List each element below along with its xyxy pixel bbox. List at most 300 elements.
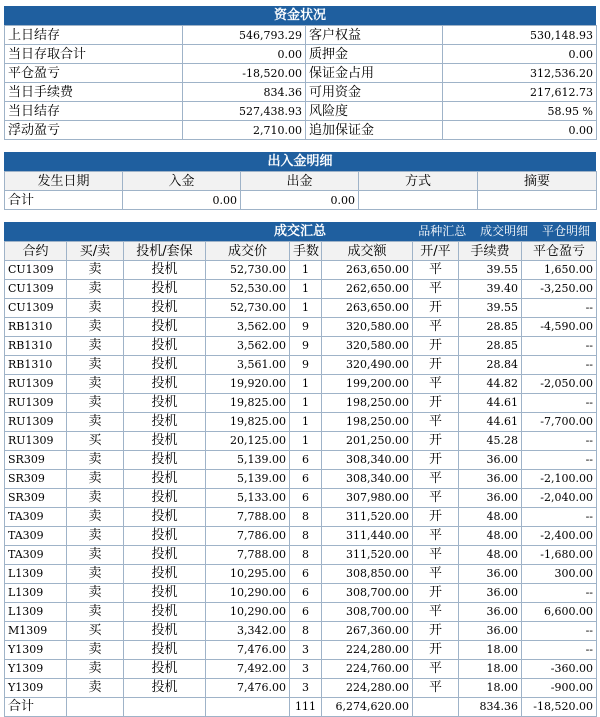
trade-contract: RU1309: [5, 432, 67, 451]
trades-header-cell: 成交额: [322, 242, 413, 261]
funds-label: 当日手续费: [5, 83, 183, 102]
trade-fee: 44.61: [459, 413, 522, 432]
trade-pnl: --: [522, 299, 597, 318]
trade-lots: 6: [290, 470, 322, 489]
trade-price: 19,920.00: [206, 375, 290, 394]
trades-total-fee: 834.36: [459, 698, 522, 717]
table-row: [5, 299, 597, 318]
funds-row: [5, 102, 597, 121]
trade-price: 10,295.00: [206, 565, 290, 584]
funds-value: -18,520.00: [183, 64, 306, 83]
table-row: [5, 489, 597, 508]
trade-contract: Y1309: [5, 660, 67, 679]
trade-type: 投机: [124, 280, 206, 299]
table-row: [5, 565, 597, 584]
trade-lots: 3: [290, 660, 322, 679]
trade-fee: 28.85: [459, 337, 522, 356]
deposits-total-in: 0.00: [123, 191, 241, 210]
funds-row: [5, 45, 597, 64]
trade-contract: TA309: [5, 527, 67, 546]
trade-type: 投机: [124, 451, 206, 470]
funds-value: 834.36: [183, 83, 306, 102]
deposits-header-method: 方式: [359, 172, 478, 191]
trade-type: 投机: [124, 508, 206, 527]
trades-header-cell: 成交价: [206, 242, 290, 261]
deposits-title: 出入金明细: [4, 152, 596, 171]
trade-contract: CU1309: [5, 280, 67, 299]
trade-open-close: 开: [413, 641, 459, 660]
trade-pnl: --: [522, 622, 597, 641]
trade-fee: 36.00: [459, 489, 522, 508]
trade-open-close: 平: [413, 318, 459, 337]
deposits-total-row: [5, 191, 597, 210]
funds-label: 风险度: [306, 102, 443, 121]
table-row: [5, 280, 597, 299]
trade-fee: 18.00: [459, 641, 522, 660]
trade-open-close: 平: [413, 375, 459, 394]
trade-pnl: --: [522, 641, 597, 660]
trade-open-close: 平: [413, 546, 459, 565]
table-row: [5, 451, 597, 470]
trade-lots: 9: [290, 337, 322, 356]
link-product-summary[interactable]: 品种汇总: [418, 224, 467, 238]
trade-contract: RU1309: [5, 394, 67, 413]
trade-price: 3,562.00: [206, 337, 290, 356]
deposits-table: [4, 171, 597, 210]
trade-side: 卖: [67, 299, 124, 318]
table-row: [5, 660, 597, 679]
funds-value: 530,148.93: [443, 26, 597, 45]
funds-label: 保证金占用: [306, 64, 443, 83]
trade-fee: 44.82: [459, 375, 522, 394]
trade-lots: 3: [290, 679, 322, 698]
trade-open-close: 开: [413, 356, 459, 375]
trade-fee: 36.00: [459, 451, 522, 470]
trade-contract: RB1310: [5, 337, 67, 356]
trade-amount: 308,340.00: [322, 451, 413, 470]
deposits-total-label: 合计: [5, 191, 123, 210]
trade-fee: 45.28: [459, 432, 522, 451]
trade-pnl: --: [522, 451, 597, 470]
trade-open-close: 平: [413, 603, 459, 622]
table-row: [5, 375, 597, 394]
trade-fee: 36.00: [459, 622, 522, 641]
trade-amount: 201,250.00: [322, 432, 413, 451]
funds-value: 58.95 %: [443, 102, 597, 121]
trade-fee: 18.00: [459, 660, 522, 679]
trade-side: 卖: [67, 641, 124, 660]
trades-total-empty-3: [206, 698, 290, 717]
trade-contract: L1309: [5, 565, 67, 584]
trade-lots: 1: [290, 375, 322, 394]
funds-value: 217,612.73: [443, 83, 597, 102]
trade-open-close: 开: [413, 622, 459, 641]
trades-header-cell: 手续费: [459, 242, 522, 261]
trade-open-close: 平: [413, 527, 459, 546]
trade-amount: 311,520.00: [322, 546, 413, 565]
trade-pnl: -2,050.00: [522, 375, 597, 394]
trade-price: 19,825.00: [206, 394, 290, 413]
table-row: [5, 337, 597, 356]
trade-type: 投机: [124, 641, 206, 660]
funds-value: 527,438.93: [183, 102, 306, 121]
funds-label: 上日结存: [5, 26, 183, 45]
trade-pnl: -4,590.00: [522, 318, 597, 337]
trade-open-close: 平: [413, 565, 459, 584]
trade-pnl: -360.00: [522, 660, 597, 679]
trade-fee: 18.00: [459, 679, 522, 698]
trade-side: 卖: [67, 470, 124, 489]
trade-side: 卖: [67, 375, 124, 394]
trade-type: 投机: [124, 394, 206, 413]
trade-side: 卖: [67, 318, 124, 337]
trade-side: 卖: [67, 603, 124, 622]
trade-open-close: 平: [413, 470, 459, 489]
deposits-header-date: 发生日期: [5, 172, 123, 191]
table-row: [5, 432, 597, 451]
trade-price: 10,290.00: [206, 603, 290, 622]
trade-side: 卖: [67, 280, 124, 299]
trade-type: 投机: [124, 527, 206, 546]
trades-total-row: [5, 698, 597, 717]
table-row: [5, 394, 597, 413]
funds-value: 2,710.00: [183, 121, 306, 140]
trade-pnl: --: [522, 432, 597, 451]
table-row: [5, 413, 597, 432]
trade-amount: 307,980.00: [322, 489, 413, 508]
trade-open-close: 开: [413, 299, 459, 318]
trade-contract: CU1309: [5, 299, 67, 318]
trade-amount: 308,340.00: [322, 470, 413, 489]
trade-contract: TA309: [5, 508, 67, 527]
trade-lots: 8: [290, 622, 322, 641]
trades-header-cell: 手数: [290, 242, 322, 261]
trade-side: 卖: [67, 489, 124, 508]
trade-price: 7,476.00: [206, 641, 290, 660]
trade-price: 5,139.00: [206, 451, 290, 470]
trade-type: 投机: [124, 337, 206, 356]
funds-value: 546,793.29: [183, 26, 306, 45]
deposits-total-summary: [478, 191, 597, 210]
trades-total-empty-2: [124, 698, 206, 717]
funds-value: 0.00: [183, 45, 306, 64]
trade-side: 卖: [67, 565, 124, 584]
deposits-header-in: 入金: [123, 172, 241, 191]
funds-label: 客户权益: [306, 26, 443, 45]
deposits-header-summary: 摘要: [478, 172, 597, 191]
trade-amount: 311,520.00: [322, 508, 413, 527]
deposits-header-out: 出金: [241, 172, 359, 191]
deposits-panel: [4, 152, 596, 210]
trade-type: 投机: [124, 318, 206, 337]
trade-fee: 39.40: [459, 280, 522, 299]
trades-table: [4, 241, 597, 717]
trade-lots: 3: [290, 641, 322, 660]
trade-open-close: 开: [413, 394, 459, 413]
trade-contract: L1309: [5, 584, 67, 603]
trade-contract: RU1309: [5, 375, 67, 394]
trade-amount: 320,490.00: [322, 356, 413, 375]
trade-type: 投机: [124, 565, 206, 584]
trade-lots: 6: [290, 584, 322, 603]
trade-open-close: 平: [413, 261, 459, 280]
trade-lots: 1: [290, 299, 322, 318]
trade-pnl: --: [522, 394, 597, 413]
funds-label: 追加保证金: [306, 121, 443, 140]
table-row: [5, 546, 597, 565]
trade-open-close: 平: [413, 679, 459, 698]
trade-pnl: --: [522, 584, 597, 603]
trade-pnl: -7,700.00: [522, 413, 597, 432]
funds-label: 浮动盈亏: [5, 121, 183, 140]
trade-open-close: 开: [413, 451, 459, 470]
trade-fee: 36.00: [459, 470, 522, 489]
trade-price: 7,786.00: [206, 527, 290, 546]
trade-type: 投机: [124, 584, 206, 603]
trade-fee: 36.00: [459, 584, 522, 603]
trade-amount: 199,200.00: [322, 375, 413, 394]
trades-header-cell: 投机/套保: [124, 242, 206, 261]
funds-panel: [4, 6, 596, 140]
trade-fee: 48.00: [459, 546, 522, 565]
trade-side: 卖: [67, 584, 124, 603]
trade-pnl: -2,400.00: [522, 527, 597, 546]
trade-price: 7,476.00: [206, 679, 290, 698]
trade-fee: 28.85: [459, 318, 522, 337]
trades-total-lots: 111: [290, 698, 322, 717]
trade-open-close: 平: [413, 660, 459, 679]
trade-pnl: 1,650.00: [522, 261, 597, 280]
trade-amount: 308,850.00: [322, 565, 413, 584]
trade-side: 卖: [67, 527, 124, 546]
trade-type: 投机: [124, 413, 206, 432]
trade-open-close: 开: [413, 432, 459, 451]
trade-lots: 6: [290, 489, 322, 508]
trade-contract: SR309: [5, 470, 67, 489]
trade-lots: 1: [290, 413, 322, 432]
funds-row: [5, 83, 597, 102]
funds-label: 平仓盈亏: [5, 64, 183, 83]
trade-lots: 1: [290, 280, 322, 299]
link-close-details[interactable]: 平仓明细: [541, 224, 590, 238]
trade-contract: RB1310: [5, 318, 67, 337]
trade-contract: M1309: [5, 622, 67, 641]
trade-side: 卖: [67, 356, 124, 375]
trade-fee: 36.00: [459, 565, 522, 584]
trade-open-close: 平: [413, 280, 459, 299]
trade-side: 卖: [67, 451, 124, 470]
trade-lots: 1: [290, 432, 322, 451]
trade-price: 5,133.00: [206, 489, 290, 508]
trade-lots: 1: [290, 394, 322, 413]
funds-label: 当日结存: [5, 102, 183, 121]
trade-fee: 28.84: [459, 356, 522, 375]
trade-fee: 48.00: [459, 508, 522, 527]
funds-value: 312,536.20: [443, 64, 597, 83]
trade-price: 3,342.00: [206, 622, 290, 641]
trade-type: 投机: [124, 299, 206, 318]
trade-amount: 263,650.00: [322, 261, 413, 280]
table-row: [5, 679, 597, 698]
trade-side: 卖: [67, 337, 124, 356]
trade-amount: 308,700.00: [322, 603, 413, 622]
trade-price: 52,730.00: [206, 299, 290, 318]
trade-amount: 308,700.00: [322, 584, 413, 603]
trade-open-close: 平: [413, 489, 459, 508]
trade-contract: SR309: [5, 489, 67, 508]
trade-amount: 262,650.00: [322, 280, 413, 299]
trade-lots: 1: [290, 261, 322, 280]
trade-lots: 9: [290, 356, 322, 375]
trade-price: 3,562.00: [206, 318, 290, 337]
trade-amount: 267,360.00: [322, 622, 413, 641]
trade-amount: 320,580.00: [322, 337, 413, 356]
trade-side: 卖: [67, 546, 124, 565]
trade-type: 投机: [124, 261, 206, 280]
trade-amount: 263,650.00: [322, 299, 413, 318]
trade-fee: 39.55: [459, 299, 522, 318]
trade-type: 投机: [124, 375, 206, 394]
trade-side: 卖: [67, 508, 124, 527]
trade-lots: 6: [290, 565, 322, 584]
trade-price: 7,788.00: [206, 508, 290, 527]
trade-lots: 9: [290, 318, 322, 337]
table-row: [5, 356, 597, 375]
funds-label: 当日存取合计: [5, 45, 183, 64]
table-row: [5, 622, 597, 641]
trade-pnl: 6,600.00: [522, 603, 597, 622]
funds-row: [5, 26, 597, 45]
funds-value: 0.00: [443, 121, 597, 140]
trade-fee: 44.61: [459, 394, 522, 413]
trade-type: 投机: [124, 489, 206, 508]
trade-pnl: -3,250.00: [522, 280, 597, 299]
trade-lots: 8: [290, 527, 322, 546]
trade-type: 投机: [124, 356, 206, 375]
trades-header-cell: 合约: [5, 242, 67, 261]
trade-lots: 6: [290, 451, 322, 470]
trade-type: 投机: [124, 622, 206, 641]
funds-row: [5, 121, 597, 140]
trade-contract: SR309: [5, 451, 67, 470]
funds-title: 资金状况: [4, 6, 596, 25]
trade-price: 3,561.00: [206, 356, 290, 375]
trade-amount: 198,250.00: [322, 394, 413, 413]
trades-total-empty-1: [67, 698, 124, 717]
trade-amount: 320,580.00: [322, 318, 413, 337]
trades-title-bar: [4, 222, 596, 241]
trade-contract: Y1309: [5, 679, 67, 698]
deposits-total-out: 0.00: [241, 191, 359, 210]
trade-contract: RU1309: [5, 413, 67, 432]
trade-contract: RB1310: [5, 356, 67, 375]
trade-pnl: 300.00: [522, 565, 597, 584]
trade-contract: L1309: [5, 603, 67, 622]
deposits-total-method: [359, 191, 478, 210]
trade-side: 卖: [67, 261, 124, 280]
trade-price: 7,788.00: [206, 546, 290, 565]
funds-value: 0.00: [443, 45, 597, 64]
table-row: [5, 641, 597, 660]
table-row: [5, 470, 597, 489]
table-row: [5, 261, 597, 280]
trade-lots: 8: [290, 546, 322, 565]
trade-side: 买: [67, 622, 124, 641]
trade-side: 卖: [67, 394, 124, 413]
trade-price: 52,530.00: [206, 280, 290, 299]
trade-open-close: 开: [413, 337, 459, 356]
trade-type: 投机: [124, 432, 206, 451]
trade-contract: TA309: [5, 546, 67, 565]
trade-open-close: 开: [413, 584, 459, 603]
trades-total-label: 合计: [5, 698, 67, 717]
trade-price: 10,290.00: [206, 584, 290, 603]
trade-amount: 198,250.00: [322, 413, 413, 432]
trade-pnl: -1,680.00: [522, 546, 597, 565]
trade-side: 卖: [67, 679, 124, 698]
trade-price: 20,125.00: [206, 432, 290, 451]
trade-type: 投机: [124, 470, 206, 489]
trades-title: 成交汇总: [273, 224, 326, 239]
table-row: [5, 603, 597, 622]
trade-price: 5,139.00: [206, 470, 290, 489]
trade-pnl: --: [522, 356, 597, 375]
trades-header-cell: 平仓盈亏: [522, 242, 597, 261]
trade-amount: 224,280.00: [322, 679, 413, 698]
trade-price: 7,492.00: [206, 660, 290, 679]
trades-panel: [4, 222, 596, 717]
trades-total-amount: 6,274,620.00: [322, 698, 413, 717]
trade-side: 卖: [67, 413, 124, 432]
trade-open-close: 平: [413, 413, 459, 432]
link-trade-details[interactable]: 成交明细: [480, 224, 529, 238]
trade-side: 买: [67, 432, 124, 451]
trade-price: 52,730.00: [206, 261, 290, 280]
trade-amount: 224,760.00: [322, 660, 413, 679]
funds-label: 质押金: [306, 45, 443, 64]
trade-lots: 8: [290, 508, 322, 527]
trade-pnl: --: [522, 337, 597, 356]
trade-side: 卖: [67, 660, 124, 679]
table-row: [5, 318, 597, 337]
trade-open-close: 开: [413, 508, 459, 527]
table-row: [5, 508, 597, 527]
funds-table: [4, 25, 597, 140]
trade-amount: 224,280.00: [322, 641, 413, 660]
table-row: [5, 584, 597, 603]
trade-contract: CU1309: [5, 261, 67, 280]
funds-label: 可用资金: [306, 83, 443, 102]
trades-header-cell: 开/平: [413, 242, 459, 261]
trade-price: 19,825.00: [206, 413, 290, 432]
funds-row: [5, 64, 597, 83]
trades-total-pnl: -18,520.00: [522, 698, 597, 717]
trade-fee: 48.00: [459, 527, 522, 546]
trade-type: 投机: [124, 603, 206, 622]
trade-type: 投机: [124, 546, 206, 565]
trade-fee: 36.00: [459, 603, 522, 622]
trade-type: 投机: [124, 660, 206, 679]
trade-lots: 6: [290, 603, 322, 622]
trade-pnl: -900.00: [522, 679, 597, 698]
trade-type: 投机: [124, 679, 206, 698]
trade-pnl: --: [522, 508, 597, 527]
trade-fee: 39.55: [459, 261, 522, 280]
trades-total-empty-4: [413, 698, 459, 717]
trades-header-cell: 买/卖: [67, 242, 124, 261]
trade-pnl: -2,040.00: [522, 489, 597, 508]
trade-amount: 311,440.00: [322, 527, 413, 546]
